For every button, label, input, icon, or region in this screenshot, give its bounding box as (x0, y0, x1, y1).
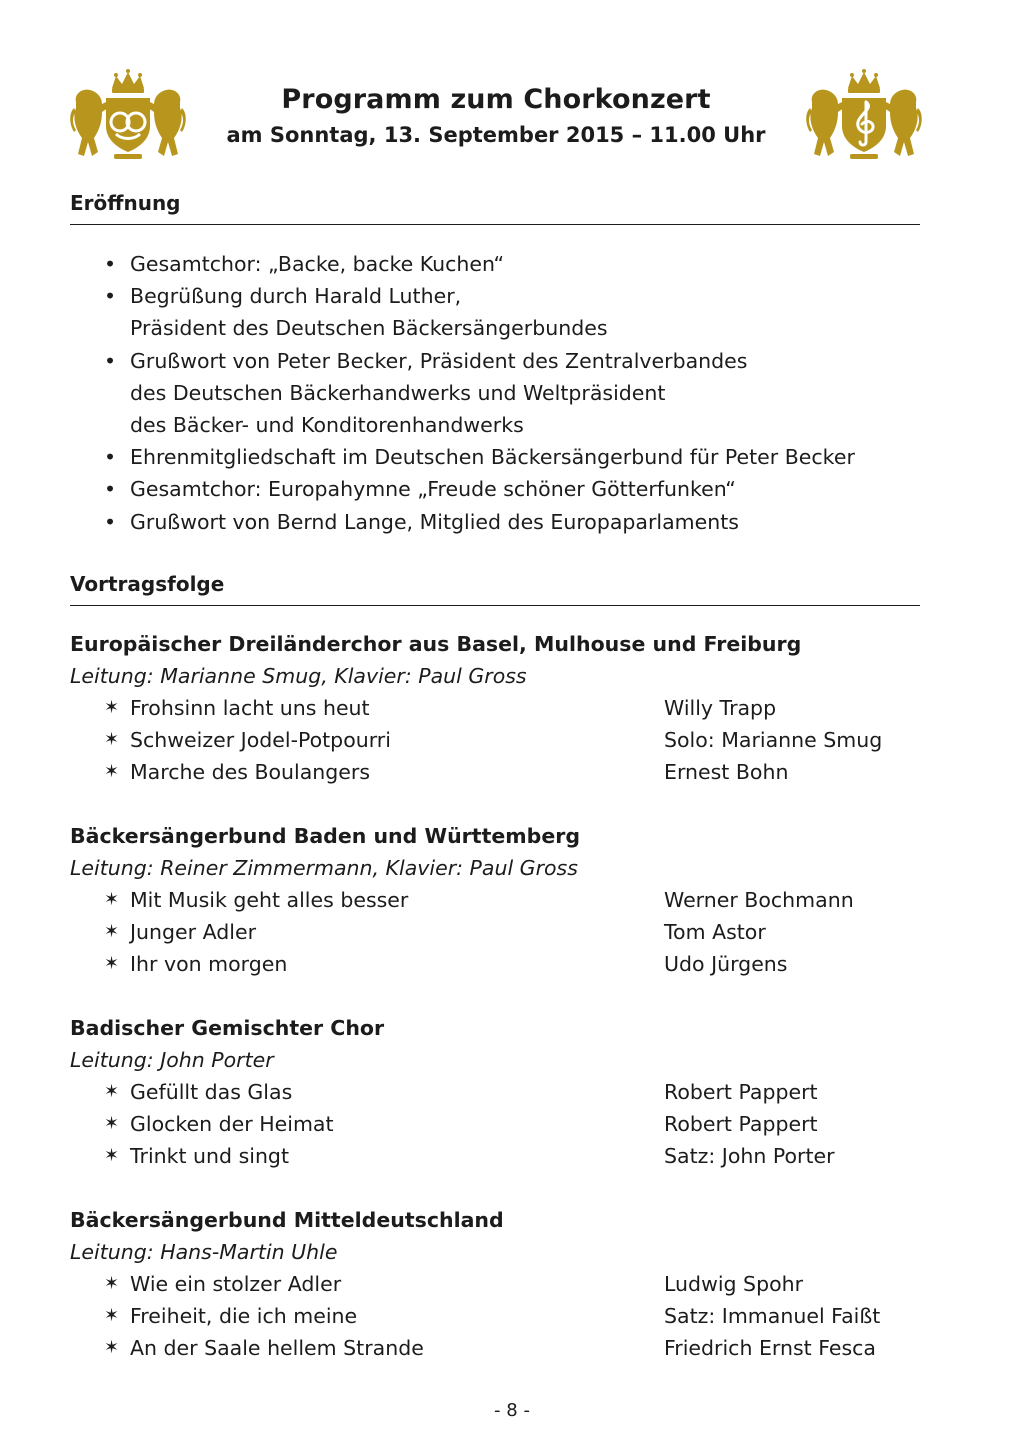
song-row (70, 692, 930, 724)
opening-item (104, 473, 924, 505)
opening-item-line: Ehrenmitgliedschaft im Deutschen Bäckersängerbund für Peter Becker (130, 445, 855, 470)
bullet-icon: • (104, 509, 117, 534)
song-row (70, 1268, 930, 1300)
song-row (70, 756, 930, 788)
page-subtitle: am Sonntag, 13. September 2015 – 11.00 Uhr (226, 123, 766, 147)
star-icon: ✶ (104, 729, 120, 750)
song-composer: Willy Trapp (664, 696, 777, 720)
opening-item (104, 506, 924, 538)
star-icon: ✶ (104, 1113, 120, 1134)
choir-leadership: Leitung: Hans-Martin Uhle (70, 1240, 338, 1264)
star-icon: ✶ (104, 697, 120, 718)
star-icon: ✶ (104, 761, 120, 782)
song-row (70, 1108, 930, 1140)
crest-right-graphic (804, 68, 924, 164)
song-title: Wie ein stolzer Adler (130, 1272, 342, 1296)
choir-group (70, 1012, 930, 1172)
star-icon: ✶ (104, 921, 120, 942)
choir-name: Bäckersängerbund Baden und Württemberg (70, 824, 581, 848)
song-composer: Udo Jürgens (664, 952, 788, 976)
crest-left-graphic (68, 68, 188, 164)
opening-item (104, 345, 924, 442)
opening-item-line: Gesamtchor: Europahymne „Freude schöner Götterfunken“ (130, 477, 736, 502)
star-icon: ✶ (104, 1337, 120, 1358)
song-row (70, 1332, 930, 1364)
song-title: Mit Musik geht alles besser (130, 888, 409, 912)
song-composer: Werner Bochmann (664, 888, 854, 912)
song-composer: Ernest Bohn (664, 760, 789, 784)
choir-group (70, 820, 930, 980)
choir-leadership: Leitung: Marianne Smug, Klavier: Paul Gross (70, 664, 527, 688)
song-title: Frohsinn lacht uns heut (130, 696, 370, 720)
page-title: Programm zum Chorkonzert (281, 84, 711, 115)
choir-group (70, 628, 930, 788)
song-composer: Robert Pappert (664, 1112, 818, 1136)
program-header (190, 82, 802, 152)
crowned-lions-pretzel-crest-icon (68, 68, 188, 164)
choir-leadership: Leitung: Reiner Zimmermann, Klavier: Paul Gross (70, 856, 578, 880)
song-composer: Solo: Marianne Smug (664, 728, 883, 752)
song-title: Trinkt und singt (130, 1144, 289, 1168)
song-composer: Tom Astor (664, 920, 766, 944)
song-composer: Satz: John Porter (664, 1144, 835, 1168)
song-composer: Robert Pappert (664, 1080, 818, 1104)
song-composer: Friedrich Ernst Fesca (664, 1336, 876, 1360)
bullet-icon: • (104, 348, 117, 373)
star-icon: ✶ (104, 953, 120, 974)
page-number: - 8 - (494, 1400, 530, 1421)
song-row (70, 1140, 930, 1172)
program-heading: Vortragsfolge (70, 570, 920, 606)
opening-item-line: Grußwort von Bernd Lange, Mitglied des Europaparlaments (130, 509, 739, 534)
opening-item-line: Grußwort von Peter Becker, Präsident des Zentralverbandes (130, 348, 748, 373)
song-row (70, 1076, 930, 1108)
song-title: Marche des Boulangers (130, 760, 371, 784)
bullet-icon: • (104, 445, 117, 470)
song-row (70, 916, 930, 948)
bullet-icon: • (104, 252, 117, 276)
program-groups (70, 628, 930, 1396)
star-icon: ✶ (104, 889, 120, 910)
song-row (70, 1300, 930, 1332)
opening-item-line: des Bäcker- und Konditorenhandwerks (130, 413, 524, 438)
bullet-icon: • (104, 477, 117, 502)
star-icon: ✶ (104, 1305, 120, 1326)
opening-item-line: des Deutschen Bäckerhandwerks und Weltpräsident (130, 380, 666, 405)
song-title: Junger Adler (130, 920, 257, 944)
choir-name: Europäischer Dreiländerchor aus Basel, Mulhouse und Freiburg (70, 632, 802, 656)
star-icon: ✶ (104, 1145, 120, 1166)
choir-group (70, 1204, 930, 1364)
opening-heading: Eröffnung (70, 189, 920, 225)
star-icon: ✶ (104, 1081, 120, 1102)
choir-name: Badischer Gemischter Chor (70, 1016, 385, 1040)
song-composer: Ludwig Spohr (664, 1272, 804, 1296)
choir-name: Bäckersängerbund Mitteldeutschland (70, 1208, 504, 1232)
crowned-lions-treble-clef-crest-icon (804, 68, 924, 164)
song-title: Freiheit, die ich meine (130, 1304, 358, 1328)
opening-item (104, 441, 924, 473)
opening-item (104, 248, 924, 280)
choir-leadership: Leitung: John Porter (70, 1048, 274, 1072)
song-title: Schweizer Jodel-Potpourri (130, 728, 391, 752)
opening-item-line: Präsident des Deutschen Bäckersängerbundes (130, 316, 608, 341)
bullet-icon: • (104, 284, 117, 309)
song-composer: Satz: Immanuel Faißt (664, 1304, 881, 1328)
opening-item (104, 280, 924, 344)
song-title: An der Saale hellem Strande (130, 1336, 424, 1360)
star-icon: ✶ (104, 1273, 120, 1294)
song-title: Glocken der Heimat (130, 1112, 334, 1136)
song-row (70, 948, 930, 980)
opening-list (104, 248, 924, 538)
song-row (70, 884, 930, 916)
opening-item-line: Begrüßung durch Harald Luther, (130, 284, 462, 309)
opening-item-line: Gesamtchor: „Backe, backe Kuchen“ (130, 252, 505, 276)
song-title: Gefüllt das Glas (130, 1080, 293, 1104)
song-title: Ihr von morgen (130, 952, 288, 976)
song-row (70, 724, 930, 756)
